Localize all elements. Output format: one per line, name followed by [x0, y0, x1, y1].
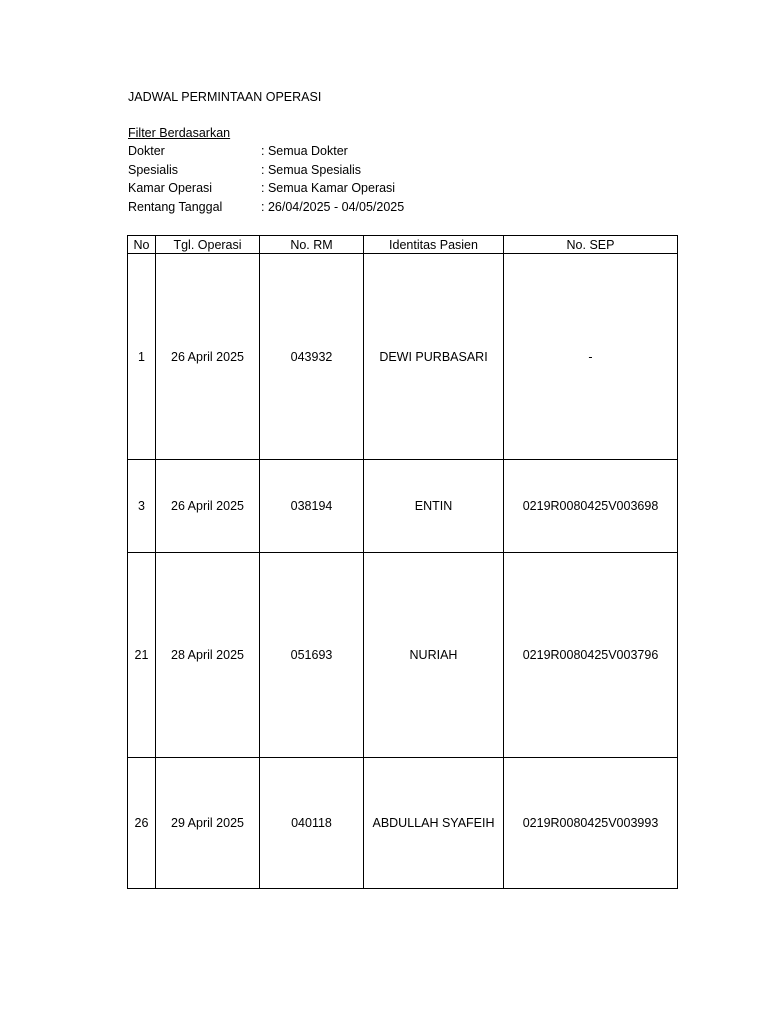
column-header-no-rm: No. RM	[260, 236, 364, 254]
cell-no-rm: 043932	[260, 254, 364, 460]
cell-no: 1	[128, 254, 156, 460]
cell-no-sep: 0219R0080425V003698	[504, 460, 678, 553]
cell-no-sep: -	[504, 254, 678, 460]
cell-identitas-pasien: DEWI PURBASARI	[364, 254, 504, 460]
cell-identitas-pasien: ABDULLAH SYAFEIH	[364, 758, 504, 889]
cell-tgl-operasi: 29 April 2025	[156, 758, 260, 889]
cell-identitas-pasien: ENTIN	[364, 460, 504, 553]
filter-value: : Semua Dokter	[261, 144, 348, 158]
table-header-row	[128, 236, 678, 254]
table-row	[128, 460, 678, 553]
filter-label: Dokter	[128, 144, 165, 158]
filter-label: Spesialis	[128, 162, 179, 177]
cell-tgl-operasi: 26 April 2025	[156, 254, 260, 460]
cell-no-rm: 051693	[260, 553, 364, 758]
cell-no: 3	[128, 460, 156, 553]
page-title: JADWAL PERMINTAAN OPERASI	[128, 90, 322, 104]
cell-no-rm: 040118	[260, 758, 364, 889]
column-header-no-sep: No. SEP	[504, 236, 678, 254]
cell-no-sep: 0219R0080425V003993	[504, 758, 678, 889]
cell-tgl-operasi: 26 April 2025	[156, 460, 260, 553]
filter-label: Rentang Tanggal	[128, 200, 223, 215]
cell-tgl-operasi: 28 April 2025	[156, 553, 260, 758]
cell-no: 21	[128, 553, 156, 758]
schedule-table	[127, 235, 678, 889]
column-header-identitas-pasien: Identitas Pasien	[364, 236, 504, 254]
filter-value: : Semua Spesialis	[261, 162, 362, 177]
table-row	[128, 254, 678, 460]
filter-value: : Semua Kamar Operasi	[261, 181, 396, 196]
cell-no-rm: 038194	[260, 460, 364, 553]
filter-heading: Filter Berdasarkan	[128, 126, 231, 140]
table-row	[128, 553, 678, 758]
column-header-tgl-operasi: Tgl. Operasi	[156, 236, 260, 254]
filter-label: Kamar Operasi	[128, 181, 213, 196]
filter-value: : 26/04/2025 - 04/05/2025	[261, 200, 405, 215]
table-row	[128, 758, 678, 889]
cell-no-sep: 0219R0080425V003796	[504, 553, 678, 758]
cell-identitas-pasien: NURIAH	[364, 553, 504, 758]
cell-no: 26	[128, 758, 156, 889]
column-header-no: No	[128, 236, 156, 254]
